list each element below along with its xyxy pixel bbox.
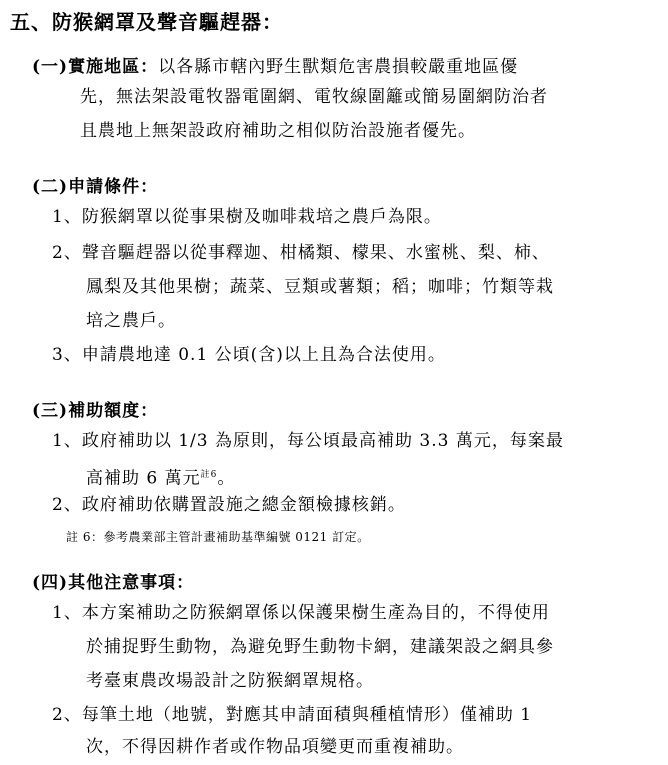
list-continuation: 於捕捉野生動物，為避免野生動物卡網，建議架設之網具參 — [86, 637, 554, 657]
list-text-tail: 。 — [217, 468, 236, 489]
list-number: 1、 — [52, 207, 82, 227]
subsection-title-implementation-area — [32, 52, 518, 77]
list-text: 防猴網罩以從事果樹及咖啡栽培之農戶為限。 — [81, 207, 442, 227]
footnote-ref: 註6 — [200, 470, 218, 480]
list-text: 聲音驅趕器以從事釋迦、柑橘類、檬果、水蜜桃、梨、柿、 — [81, 243, 550, 263]
list-number: 1、 — [52, 603, 82, 623]
section-heading: 五、防猴網罩及聲音驅趕器： — [10, 10, 283, 34]
list-number: 1、 — [52, 431, 82, 451]
list-number: 2、 — [52, 705, 82, 725]
list-number: 2、 — [52, 495, 82, 515]
subsection-title-subsidy-amount: (三)補助額度： — [32, 401, 159, 421]
list-item — [52, 698, 532, 732]
list-text: 申請農地達 0.1 公頃(含)以上且為合法使用。 — [81, 345, 446, 365]
list-number: 3、 — [52, 345, 82, 365]
list-text: 政府補助以 1/3 為原則，每公頃最高補助 3.3 萬元，每案最 — [81, 431, 564, 451]
list-number: 2、 — [52, 243, 82, 263]
list-continuation: 培之農戶。 — [86, 311, 176, 331]
list-text: 高補助 6 萬元 — [86, 468, 201, 489]
list-continuation: 鳳梨及其他果樹；蔬菜、豆類或薯類；稻；咖啡；竹類等栽 — [86, 277, 554, 297]
footnote: 註 6：參考農業部主管計畫補助基準編號 0121 訂定。 — [66, 530, 370, 544]
list-item — [52, 488, 406, 522]
paragraph-line: 以各縣市轄內野生獸類危害農損較嚴重地區優 — [158, 57, 519, 77]
list-continuation: 考臺東農改場設計之防猴網罩規格。 — [86, 671, 374, 691]
list-item — [52, 424, 564, 458]
paragraph-line: 且農地上無架設政府補助之相似防治設施者優先。 — [80, 121, 476, 141]
list-text: 政府補助依購置設施之總金額檢據核銷。 — [81, 495, 406, 515]
subsection-title-text: (一)實施地區： — [32, 57, 159, 77]
list-text: 本方案補助之防猴網罩係以保護果樹生產為目的，不得使用 — [81, 603, 550, 623]
list-text: 每筆土地（地號，對應其申請面積與種植情形）僅補助 1 — [81, 705, 533, 725]
subsection-title-other-notes: (四)其他注意事項： — [32, 573, 195, 593]
list-item — [52, 596, 550, 630]
list-item — [52, 200, 442, 234]
list-continuation: 次，不得因耕作者或作物品項變更而重複補助。 — [86, 737, 464, 757]
list-item — [52, 338, 446, 372]
subsection-title-application-conditions: (二)申請條件： — [32, 177, 159, 197]
list-item — [52, 236, 550, 270]
paragraph-line: 先，無法架設電牧器電圍網、電牧線圍籬或簡易圍網防治者 — [80, 87, 548, 107]
